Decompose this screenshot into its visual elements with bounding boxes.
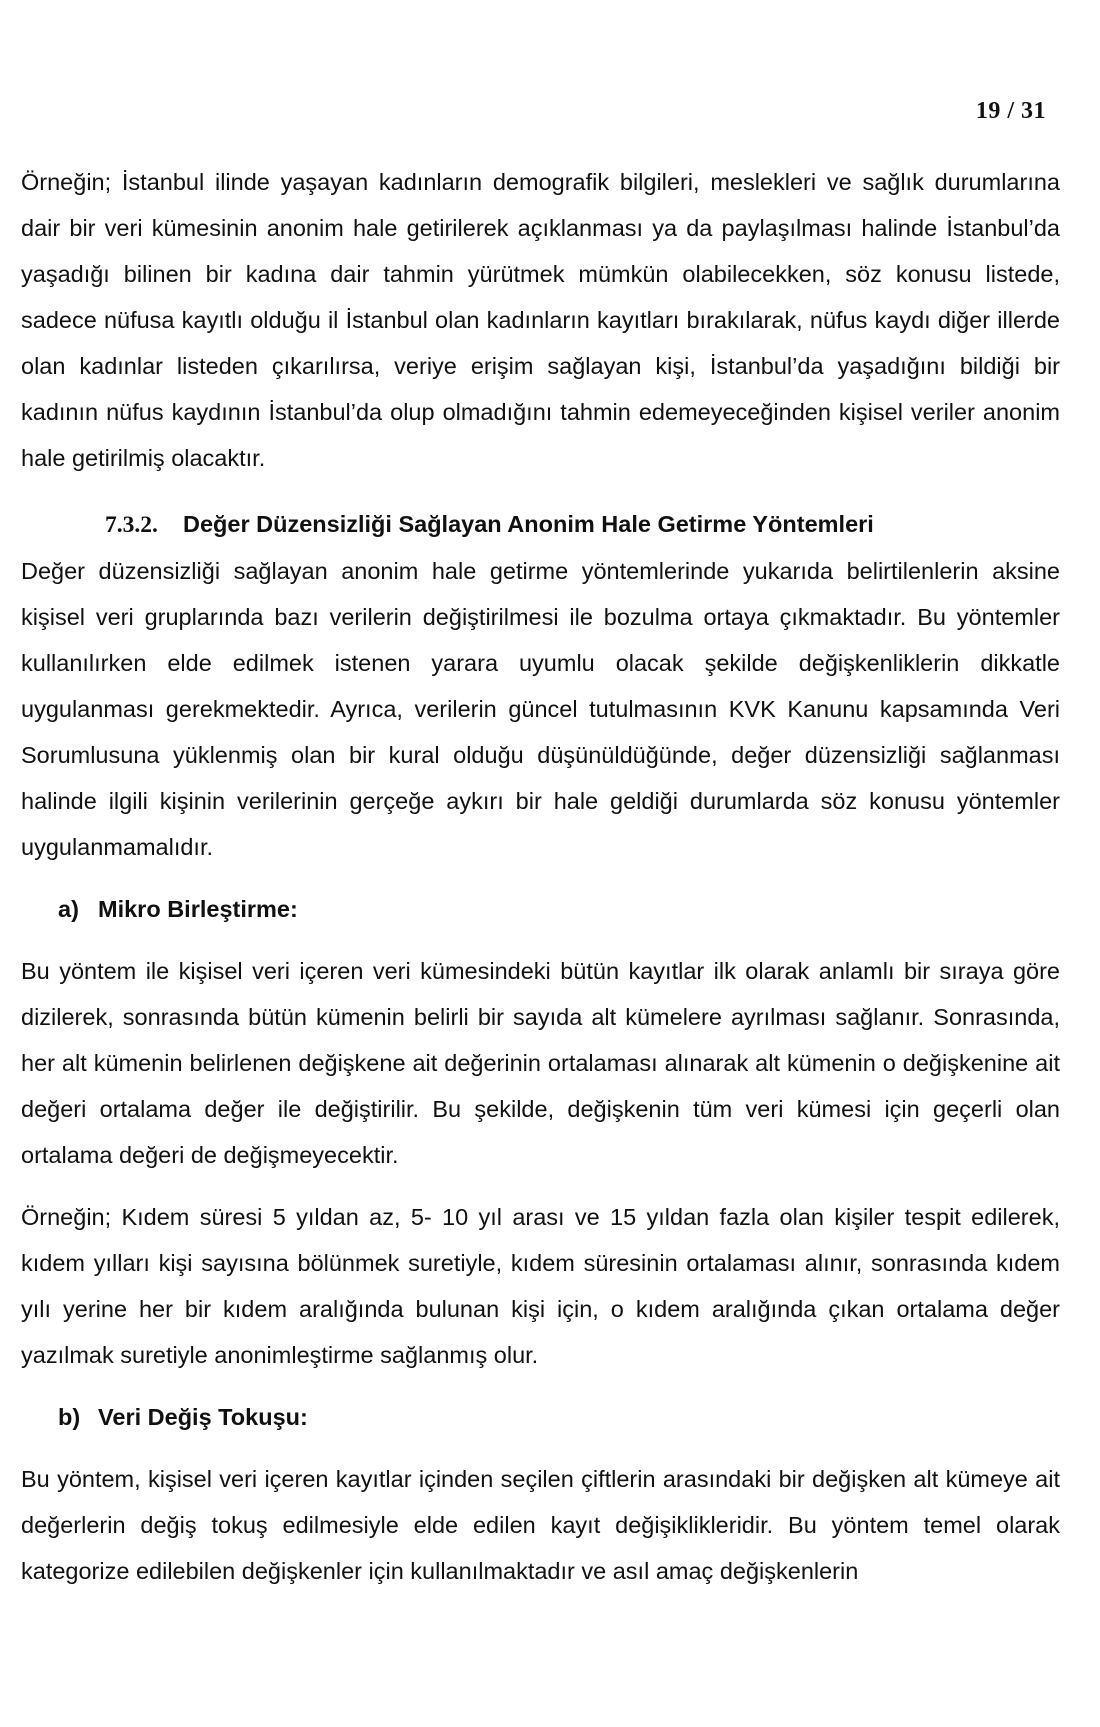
subsection-heading-micro-aggregation [21,886,1060,932]
subsection-heading-data-swapping [21,1394,1060,1440]
page-number: 19 / 31 [975,98,1046,124]
subsection-title: Veri Değiş Tokuşu: [98,1404,308,1430]
paragraph-value-irregularity: Değer düzensizliği sağlayan anonim hale getirme yöntemlerinde yukarıda belirtilenlerin aksine kişisel veri gruplarında bazı verilerin değiştirilmesi ile bozulma ortaya çıkmaktadır. Bu yöntemler kullanılırken elde edilmek istenen yarara uyumlu olacak şekilde değişkenliklerin dikkatle uygulanması gerekmektedir. Ayrıca, verilerin güncel tutulmasının KVK Kanunu kapsamında Veri Sorumlusuna yüklenmiş olan bir kural olduğu düşünüldüğünde, değer düzensizliği sağlanması halinde ilgili kişinin verilerinin gerçeğe aykırı bir hale geldiği durumlarda söz konusu yöntemler uygulanmamalıdır. [21,558,1060,860]
page-content [21,159,1060,1594]
subsection-marker: a) [58,896,79,922]
paragraph-seniority-example: Örneğin; Kıdem süresi 5 yıldan az, 5- 10 yıl arası ve 15 yıldan fazla olan kişiler tespit edilerek, kıdem yılları kişi sayısına bölünmek suretiyle, kıdem süresinin ortalaması alınır, sonrasında kıdem yılı yerine her bir kıdem aralığında bulunan kişi için, o kıdem aralığında çıkan ortalama değer yazılmak suretiyle anonimleştirme sağlanmış olur. [21,1204,1060,1368]
section-heading [21,501,1060,548]
section-number: 7.3.2. [105,512,158,538]
paragraph-micro-aggregation: Bu yöntem ile kişisel veri içeren veri kümesindeki bütün kayıtlar ilk olarak anlamlı bir sıraya göre dizilerek, sonrasında bütün kümenin belirli bir sayıda alt kümelere ayrılması sağlanır. Sonrasında, her alt kümenin belirlenen değişkene ait değerinin ortalaması alınarak alt kümenin o değişkenine ait değeri ortalama değer ile değiştirilir. Bu şekilde, değişkenin tüm veri kümesi için geçerli olan ortalama değeri de değişmeyecektir. [21,958,1060,1168]
paragraph-data-swapping: Bu yöntem, kişisel veri içeren kayıtlar içinden seçilen çiftlerin arasındaki bir değişken alt kümeye ait değerlerin değiş tokuş edilmesiyle elde edilen kayıt değişiklikleridir. Bu yöntem temel olarak kategorize edilebilen değişkenler için kullanılmaktadır ve asıl amaç değişkenlerin [21,1466,1060,1584]
paragraph-istanbul-example: Örneğin; İstanbul ilinde yaşayan kadınların demografik bilgileri, meslekleri ve sağlık durumlarına dair bir veri kümesinin anonim hale getirilerek açıklanması ya da paylaşılması halinde İstanbul’da yaşadığı bilinen bir kadına dair tahmin yürütmek mümkün olabilecekken, söz konusu listede, sadece nüfusa kayıtlı olduğu il İstanbul olan kadınların kayıtları bırakılarak, nüfus kaydı diğer illerde olan kadınlar listeden çıkarılırsa, veriye erişim sağlayan kişi, İstanbul’da yaşadığını bildiği bir kadının nüfus kaydının İstanbul’da olup olmadığını tahmin edemeyeceğinden kişisel veriler anonim hale getirilmiş olacaktır. [21,169,1060,471]
subsection-marker: b) [58,1404,81,1430]
subsection-title: Mikro Birleştirme: [98,896,298,922]
section-title: Değer Düzensizliği Sağlayan Anonim Hale Getirme Yöntemleri [183,511,874,537]
